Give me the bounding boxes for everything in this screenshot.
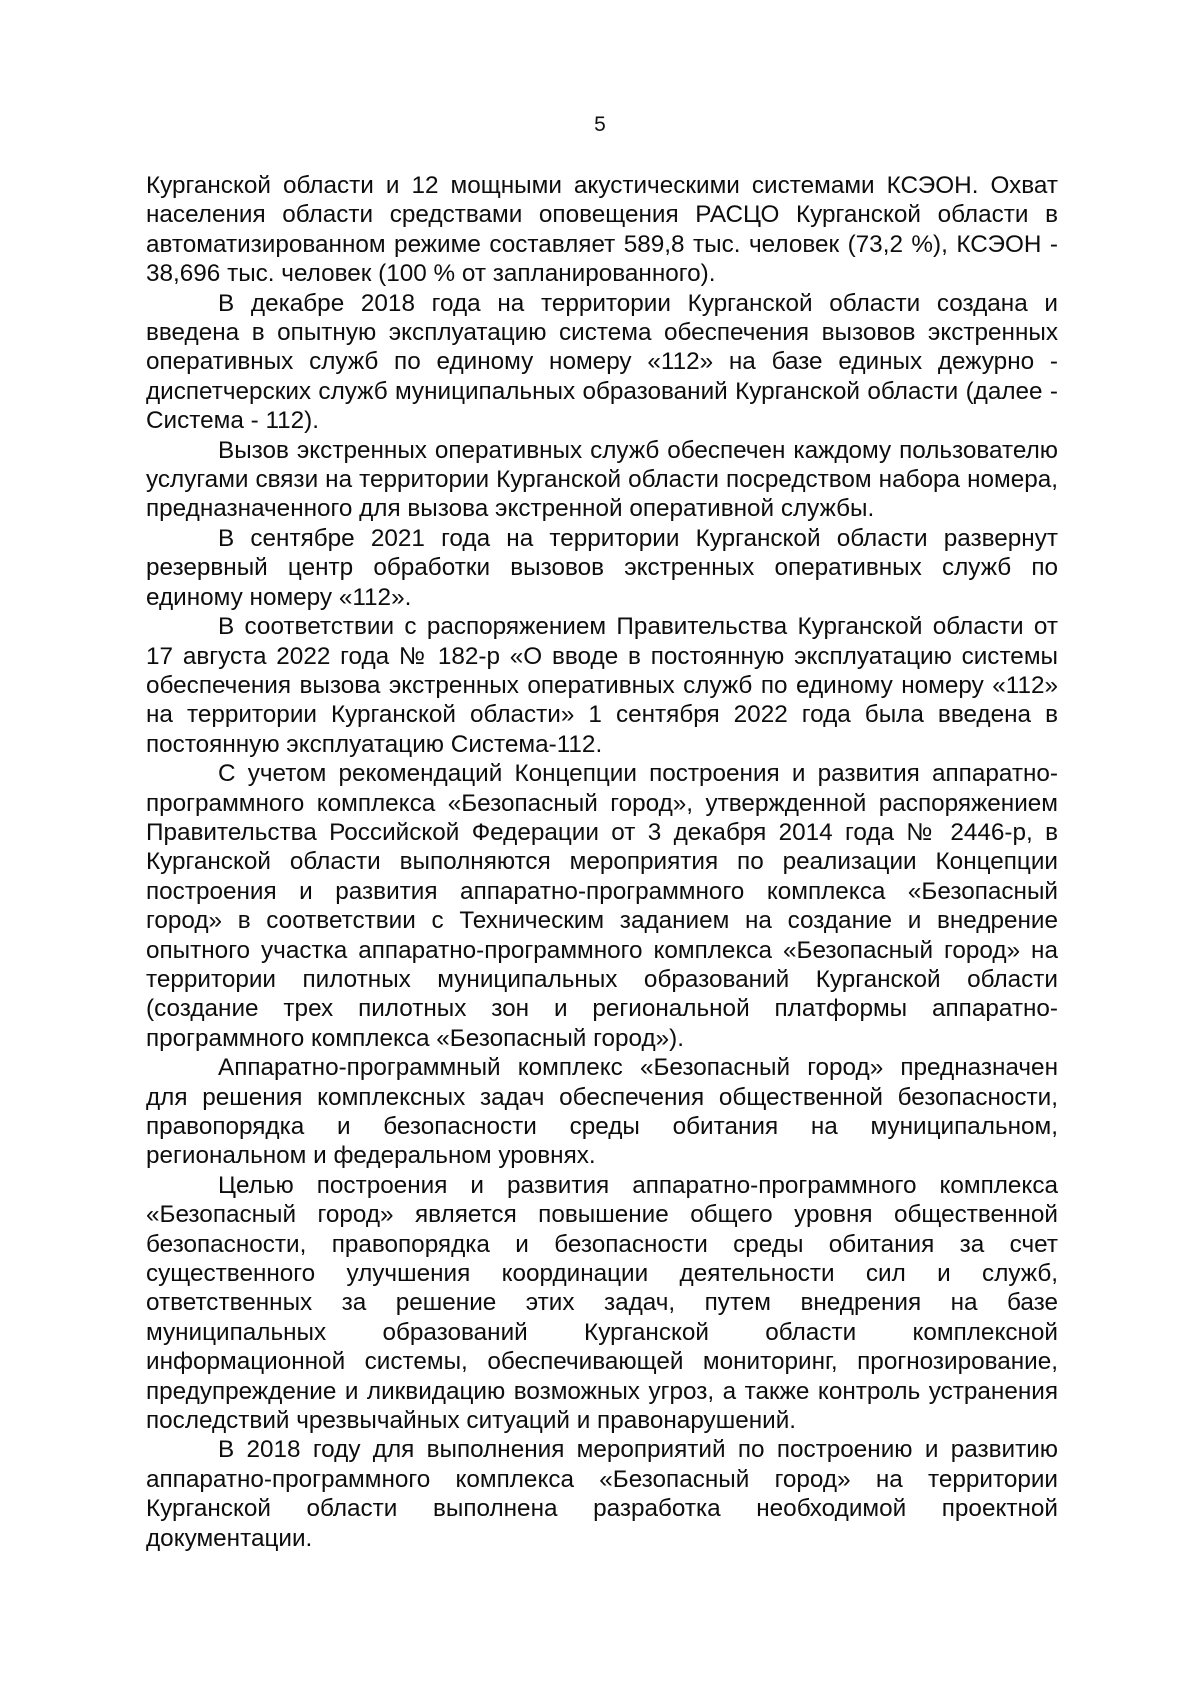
paragraph-safe-city-goal: Целью построения и развития аппаратно-программного комплекса «Безопасный город» является повышение общего уровня общественной безопасности, правопорядка и безопасности среды обитания за счет существенного улучшения координации деятельности сил и служб, ответственных за решение этих задач, путем внедрения на базе муниципальных образований Курганской области комплексной информационной системы, обеспечивающей мониторинг, прогнозирование, предупреждение и ликвидацию возможных угроз, а также контроль устранения последствий чрезвычайных ситуаций и правонарушений. bbox=[146, 1171, 1058, 1435]
paragraph-backup-center: В сентябре 2021 года на территории Курганской области развернут резервный центр обработки вызовов экстренных оперативных служб по единому номеру «112». bbox=[146, 524, 1058, 611]
paragraph-safe-city-concept: С учетом рекомендаций Концепции построения и развития аппаратно-программного комплекса «Безопасный город», утвержденной распоряжением Правительства Российской Федерации от 3 декабря 2014 года № 2446-р, в Курганской области выполняются мероприятия по реализации Концепции построения и развития аппаратно-программного комплекса «Безопасный город» в соответствии с Техническим заданием на создание и внедрение опытного участка аппаратно-программного комплекса «Безопасный город» на территории пилотных муниципальных образований Курганской области (создание трех пилотных зон и региональной платформы аппаратно-программного комплекса «Безопасный город»). bbox=[146, 760, 1058, 1052]
paragraph-system-112-created: В декабре 2018 года на территории Курганской области создана и введена в опытную эксплуатацию система обеспечения вызовов экстренных оперативных служб по единому номеру «112» на базе единых дежурно - диспетчерских служб муниципальных образований Курганской области (далее - Система - 112). bbox=[146, 289, 1058, 435]
paragraph-alert-coverage: Курганской области и 12 мощными акустическими системами КСЭОН. Охват населения области средствами оповещения РАСЦО Курганской области в автоматизированном режиме составляет 589,8 тыс. человек (73,2 %), КСЭОН - 38,696 тыс. человек (100 % от запланированного). bbox=[146, 172, 1058, 288]
document-body bbox=[146, 171, 1058, 1553]
paragraph-safe-city-purpose: Аппаратно-программный комплекс «Безопасный город» предназначен для решения комплексных задач обеспечения общественной безопасности, правопорядка и безопасности среды обитания на муниципальном, региональном и федеральном уровнях. bbox=[146, 1054, 1058, 1170]
paragraph-permanent-operation: В соответствии с распоряжением Правительства Курганской области от 17 августа 2022 года № 182-р «О вводе в постоянную эксплуатацию системы обеспечения вызова экстренных оперативных служб по единому номеру «112» на территории Курганской области» 1 сентября 2022 года была введена в постоянную эксплуатацию Система-112. bbox=[146, 613, 1058, 758]
paragraph-project-documentation: В 2018 году для выполнения мероприятий по построению и развитию аппаратно-программного комплекса «Безопасный город» на территории Курганской области выполнена разработка необходимой проектной документации. bbox=[146, 1436, 1058, 1552]
paragraph-emergency-call-access: Вызов экстренных оперативных служб обеспечен каждому пользователю услугами связи на территории Курганской области посредством набора номера, предназначенного для вызова экстренной оперативной службы. bbox=[146, 436, 1058, 523]
page-number: 5 bbox=[594, 113, 606, 136]
